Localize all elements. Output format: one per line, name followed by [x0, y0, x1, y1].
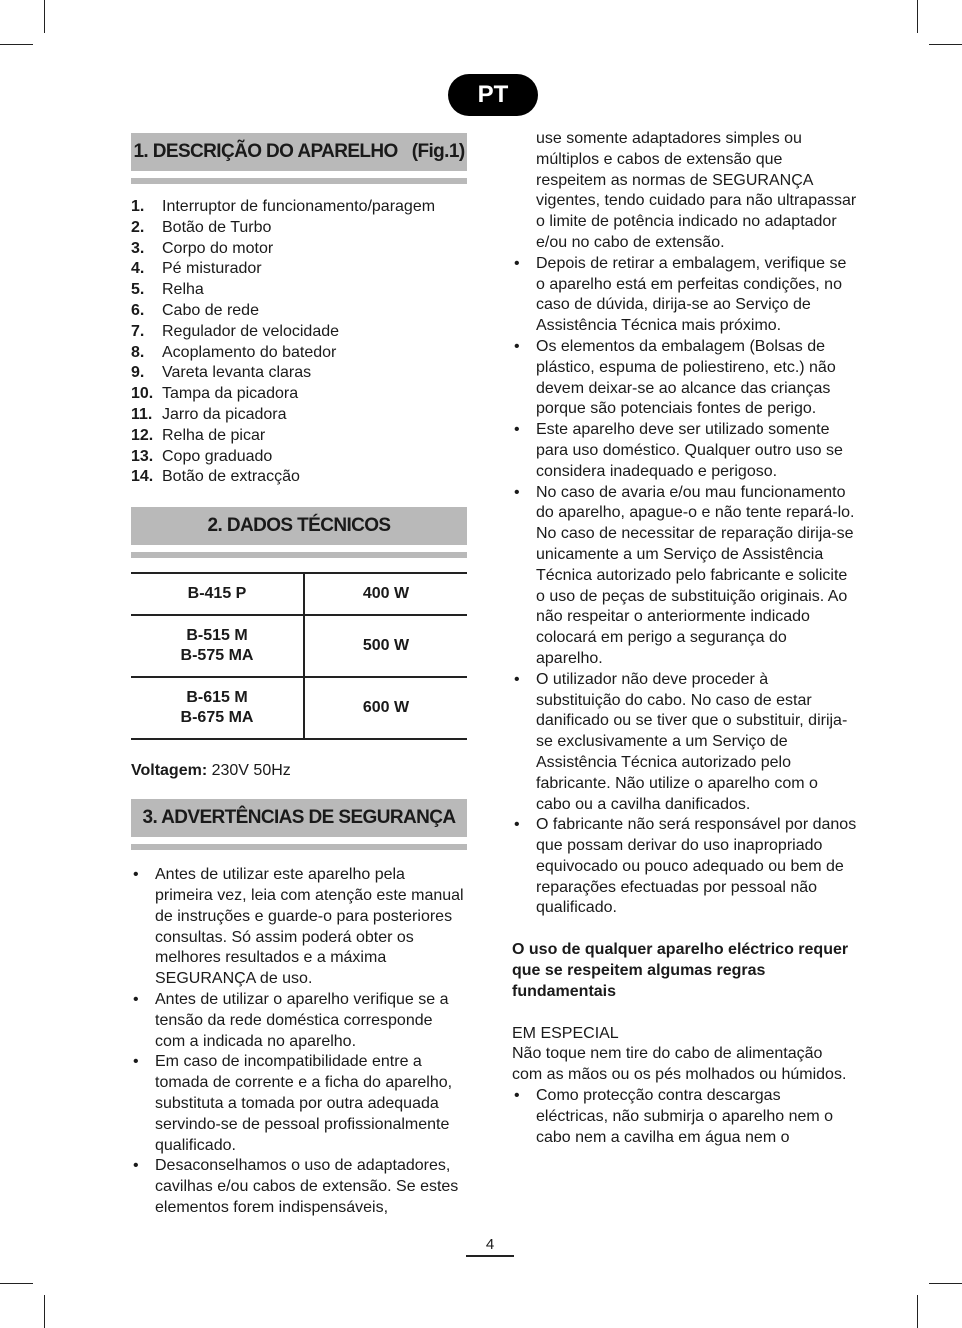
left-column [131, 133, 467, 1219]
section-divider [131, 844, 467, 850]
crop-mark [917, 1295, 918, 1328]
crop-mark [44, 0, 45, 33]
bullet-text: Em caso de incompatibilidade entre a tomada de corrente e a ficha do aparelho, substituta a tomada por outra adequada servindo-se de pessoal profissionalmente qualificado. [155, 1053, 453, 1154]
list-item [131, 322, 467, 343]
table-row [131, 677, 467, 739]
power-cell: 600 W [362, 699, 410, 717]
bullet-text: Antes de utilizar este aparelho pela primeira vez, leia com atenção este manual de instruções e guarde-o para posteriores consultas. Só assim poderá obter os melhores resultados e a máxima SEGURANÇA de uso. [155, 866, 464, 988]
item-text: Copo graduado [162, 447, 273, 465]
item-number: 12. [131, 426, 154, 444]
model-cell [131, 677, 304, 739]
item-text: Pé misturador [162, 260, 262, 278]
section2-title: 2. DADOS TÉCNICOS [131, 507, 467, 545]
crop-mark [44, 1295, 45, 1328]
voltage-label: Voltagem: [131, 762, 208, 780]
item-text: Acoplamento do batedor [162, 343, 337, 361]
bullet-text: O fabricante não será responsável por danos que possam derivar do uso inapropriado equivocado ou pouco adequado ou bem de reparações efectuadas por pessoal não qualificado. [536, 816, 857, 917]
list-item [131, 865, 467, 990]
bullet-icon: • [514, 670, 520, 688]
item-text: Botão de Turbo [162, 218, 272, 236]
item-number: 13. [131, 447, 154, 465]
list-item [131, 363, 467, 384]
item-text: Tampa da picadora [162, 385, 299, 403]
item-number: 6. [131, 301, 145, 319]
safety-list-right [512, 254, 857, 920]
item-text: Relha de picar [162, 426, 266, 444]
item-text: Regulador de velocidade [162, 322, 340, 340]
model-name: B-615 M [186, 689, 248, 707]
table-row [131, 615, 467, 677]
item-number: 7. [131, 322, 145, 340]
crop-mark [0, 44, 33, 45]
list-item [131, 384, 467, 405]
item-number: 3. [131, 239, 145, 257]
model-name: B-515 M [186, 627, 248, 645]
model-name: B-675 MA [180, 709, 254, 727]
bullet-text: Desaconselhamos o uso de adaptadores, cavilhas e/ou cabos de extensão. Se estes elementos forem indispensáveis, [155, 1157, 459, 1216]
safety-list-left [131, 865, 467, 1219]
section-divider [131, 552, 467, 558]
item-number: 5. [131, 281, 145, 299]
list-item [131, 239, 467, 260]
bullet-icon: • [514, 421, 520, 439]
list-item [131, 426, 467, 447]
list-item [131, 467, 467, 488]
voltage-line [131, 760, 467, 781]
model-cell [131, 573, 304, 615]
model-cell [131, 615, 304, 677]
crop-mark [0, 1283, 33, 1284]
parts-list [131, 197, 467, 488]
model-name: B-415 P [187, 585, 247, 603]
section3-title: 3. ADVERTÊNCIAS DE SEGURANÇA [131, 799, 467, 837]
item-text: Interruptor de funcionamento/paragem [162, 198, 436, 215]
crop-mark [929, 44, 962, 45]
bullet-icon: • [133, 1157, 139, 1175]
item-number: 4. [131, 260, 145, 278]
list-item [131, 447, 467, 468]
voltage-value: 230V 50Hz [207, 762, 291, 780]
list-item [131, 197, 467, 218]
list-item [131, 259, 467, 280]
list-item [512, 420, 857, 482]
table-row [131, 573, 467, 615]
continuation-text: use somente adaptadores simples ou múltiplos e cabos de extensão que respeitem as normas de SEGURANÇA vigentes, tendo cuidado para não ultrapassar o limite de potência indicado no adaptador e/ou no cabo de extensão. [536, 130, 857, 251]
crop-mark [929, 1283, 962, 1284]
bullet-icon: • [514, 1087, 520, 1105]
list-item [512, 1086, 857, 1148]
section1-title: 1. DESCRIÇÃO DO APARELHO (Fig.1) [131, 133, 467, 171]
bullet-icon: • [133, 990, 139, 1008]
item-text: Jarro da picadora [162, 405, 287, 423]
language-badge: PT [448, 74, 538, 116]
item-number: 11. [131, 405, 153, 423]
item-text: Vareta levanta claras [162, 364, 312, 382]
bold-note: O uso de qualquer aparelho eléctrico requer que se respeitem algumas regras fundamentais [512, 941, 849, 1000]
item-text: Cabo de rede [162, 301, 259, 319]
list-item [131, 1052, 467, 1156]
list-item [131, 343, 467, 364]
power-cell: 500 W [362, 637, 410, 655]
model-name: B-575 MA [180, 647, 254, 665]
bullet-icon: • [514, 816, 520, 834]
list-item [131, 1156, 467, 1218]
special-heading: EM ESPECIAL [512, 1024, 619, 1042]
item-number: 10. [131, 385, 154, 403]
special-text: Não toque nem tire do cabo de alimentação com as mãos ou os pés molhados ou húmidos. [512, 1045, 847, 1084]
crop-mark [917, 0, 918, 33]
bullet-icon: • [133, 1053, 139, 1071]
bullet-icon: • [514, 483, 520, 501]
item-text: Corpo do motor [162, 239, 274, 257]
list-item [512, 483, 857, 670]
bullet-icon: • [133, 866, 139, 884]
bullet-text: Como protecção contra descargas eléctricas, não submirja o aparelho nem o cabo nem a cavilha em água nem o [536, 1087, 834, 1146]
list-item [512, 254, 857, 337]
bullet-text: Depois de retirar a embalagem, verifique se o aparelho está em perfeitas condições, no caso de dúvida, dirija-se ao Serviço de Assistência Técnica mais próximo. [536, 254, 847, 335]
list-item [131, 405, 467, 426]
spec-table [131, 572, 467, 740]
bullet-text: O utilizador não deve proceder à substituição do cabo. No caso de estar danificado ou se tiver que o substituir, dirija-se exclusivamente a um Serviço de Assistência Técnica autorizado pelo fabricante. Não utilize o aparelho com o cabo ou a cavilha danificados. [536, 670, 848, 813]
section-divider [131, 178, 467, 184]
list-item [131, 218, 467, 239]
item-number: 2. [131, 218, 145, 236]
bullet-icon: • [514, 337, 520, 355]
item-number: 14. [131, 468, 154, 486]
right-column [512, 129, 857, 1148]
safety-list-special [512, 1086, 857, 1148]
list-item [512, 815, 857, 919]
item-number: 1. [131, 198, 145, 215]
item-number: 9. [131, 364, 145, 382]
list-item [131, 280, 467, 301]
bullet-text: Os elementos da embalagem (Bolsas de plástico, espuma de poliestireno, etc.) não devem deixar-se ao alcance das crianças porque são potenciais fontes de perigo. [536, 337, 836, 418]
item-text: Relha [162, 281, 204, 299]
power-cell: 400 W [362, 585, 410, 603]
list-item [131, 990, 467, 1052]
item-number: 8. [131, 343, 145, 361]
list-item [512, 670, 857, 816]
list-item [131, 301, 467, 322]
list-item [512, 337, 857, 420]
item-text: Botão de extracção [162, 468, 300, 486]
bullet-text: Este aparelho deve ser utilizado somente para uso doméstico. Qualquer outro uso se considera inadequado e perigoso. [536, 421, 843, 480]
bullet-text: No caso de avaria e/ou mau funcionamento do aparelho, apague-o e não tente repará-lo. No caso de necessitar de reparação dirija-se unicamente a um Serviço de Assistência Técnica autorizado pelo fabricante e solicite o uso de peças de substituição originais. Ao não respeitar o anteriormente indicado colocará em perigo a segurança do aparelho. [536, 483, 855, 667]
bullet-text: Antes de utilizar o aparelho verifique se a tensão da rede doméstica corresponde com a indicada no aparelho. [155, 990, 449, 1050]
bullet-icon: • [514, 254, 520, 272]
page-number: 4 [466, 1236, 514, 1257]
